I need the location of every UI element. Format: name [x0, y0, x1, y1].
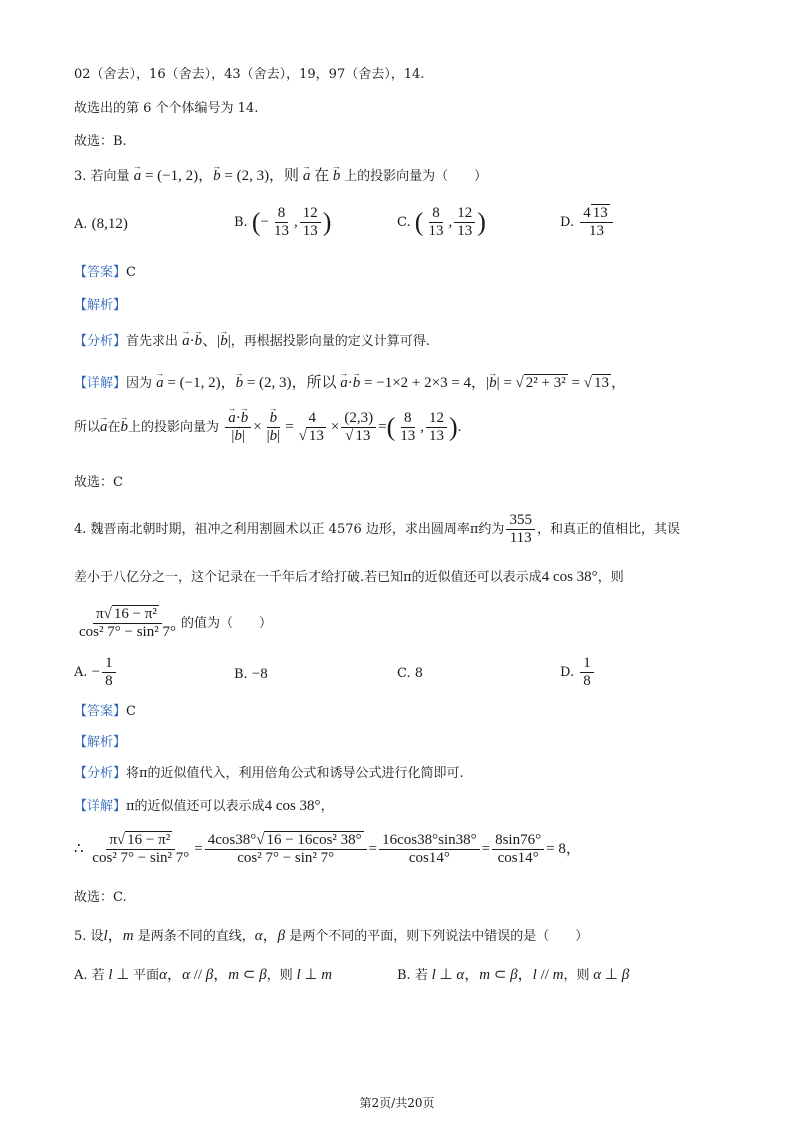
text-line: 故选出的第 6 个个体编号为 14.: [74, 101, 259, 116]
answer-label: 【答案】C: [74, 265, 136, 280]
xiangjie-line: 【详解】因为 → a = (−1, 2)，→ b = (2, 3)，所以 → a·→ b = −1×2 + 2×3 = 4，|→ b| = √ 2² + 3² = √ 13 ，: [74, 374, 626, 393]
text-line: 02（舍去），16（舍去），43（舍去），19，97（舍去），14.: [74, 67, 425, 82]
question-4-stem: 差小于八亿分之一，这个记录在一千年后才给打破.若已知π的近似值还可以表示成4 cos 38°，则: [74, 569, 624, 585]
analysis-label: 【解析】: [74, 298, 127, 313]
answer-line: 故选：C.: [74, 890, 127, 905]
derivation-line: ∴ $\frac{\text{π√ 16 − π²}}{\text{cos² 7° − sin² 7°}}$ = $\frac{\text{4cos38°√ 16 − 16cos² 38°}}{\text{cos² 7° − sin² 7°}}$ = $\frac{16\cos 38^\circ\sin 38^\circ}{\cos 14^\circ}$ = $\frac{8\sin 76^\circ}{\cos 14^\circ}$ = 8，: [74, 832, 581, 866]
page-footer: 第2页/共20页: [359, 1096, 435, 1110]
analysis-label: 【解析】: [74, 735, 127, 750]
fenxi-line: 【分析】将π的近似值代入，利用倍角公式和诱导公式进行化简即可.: [74, 766, 464, 781]
question-3-stem: 3. 若向量 → a = (−1, 2)，→ b = (2, 3)，则 → a 在 → b 上的投影向量为（ ）: [74, 167, 487, 186]
question-4-stem: $\frac{\text{π√ 16 − π²}}{\text{cos² 7° − sin² 7°}}$ 的值为（ ）: [79, 606, 272, 640]
answer-label: 【答案】C: [74, 704, 136, 719]
fenxi-line: 【分析】首先求出 → a·→ b、|→ b|，再根据投影向量的定义计算可得.: [74, 332, 430, 351]
answer-line: 故选：C: [74, 475, 123, 490]
question-3-options: A. (8,12) B. (− $\frac{8}{13}$ , $\frac{12}{13}$ ) C. ( $\frac{8}{13}$ , $\frac{12}{13}$ ) D. $\frac{4 13}{13}$: [74, 205, 714, 249]
answer-line: 故选：B.: [74, 134, 127, 149]
question-4-options: A. − $\frac{1}{8}$ B. −8 C. 8 D. $\frac{1}{8}$: [74, 655, 714, 695]
xiangjie-line: 【详解】π的近似值还可以表示成4 cos 38°，: [74, 798, 334, 814]
question-4-stem: 4. 魏晋南北朝时期，祖冲之利用割圆术以正 4576 边形，求出圆周率π约为 $\frac{355}{113}$ ，和真正的值相比，其误: [74, 512, 680, 546]
question-5-stem: 5. 设l，m 是两条不同的直线，α，β 是两个不同的平面，则下列说法中错误的是（ ）: [74, 928, 589, 944]
question-5-options: A. 若 l ⊥ 平面α，α // β，m ⊂ β，则 l ⊥ m B. 若 l ⊥ α，m ⊂ β，l // m，则 α ⊥ β: [74, 967, 630, 983]
projection-line: 所以→ a在→ b上的投影向量为 → $\frac{a\cdot\to b}{|\to b|}$ × → $\frac{b}{|\to b|}$ = $\frac{4}{√ 13}$ × $\frac{(2,3)}{√ 13}$ =( $\frac{8}{13}$ , $\frac{12}{13}$ ).: [74, 410, 461, 445]
